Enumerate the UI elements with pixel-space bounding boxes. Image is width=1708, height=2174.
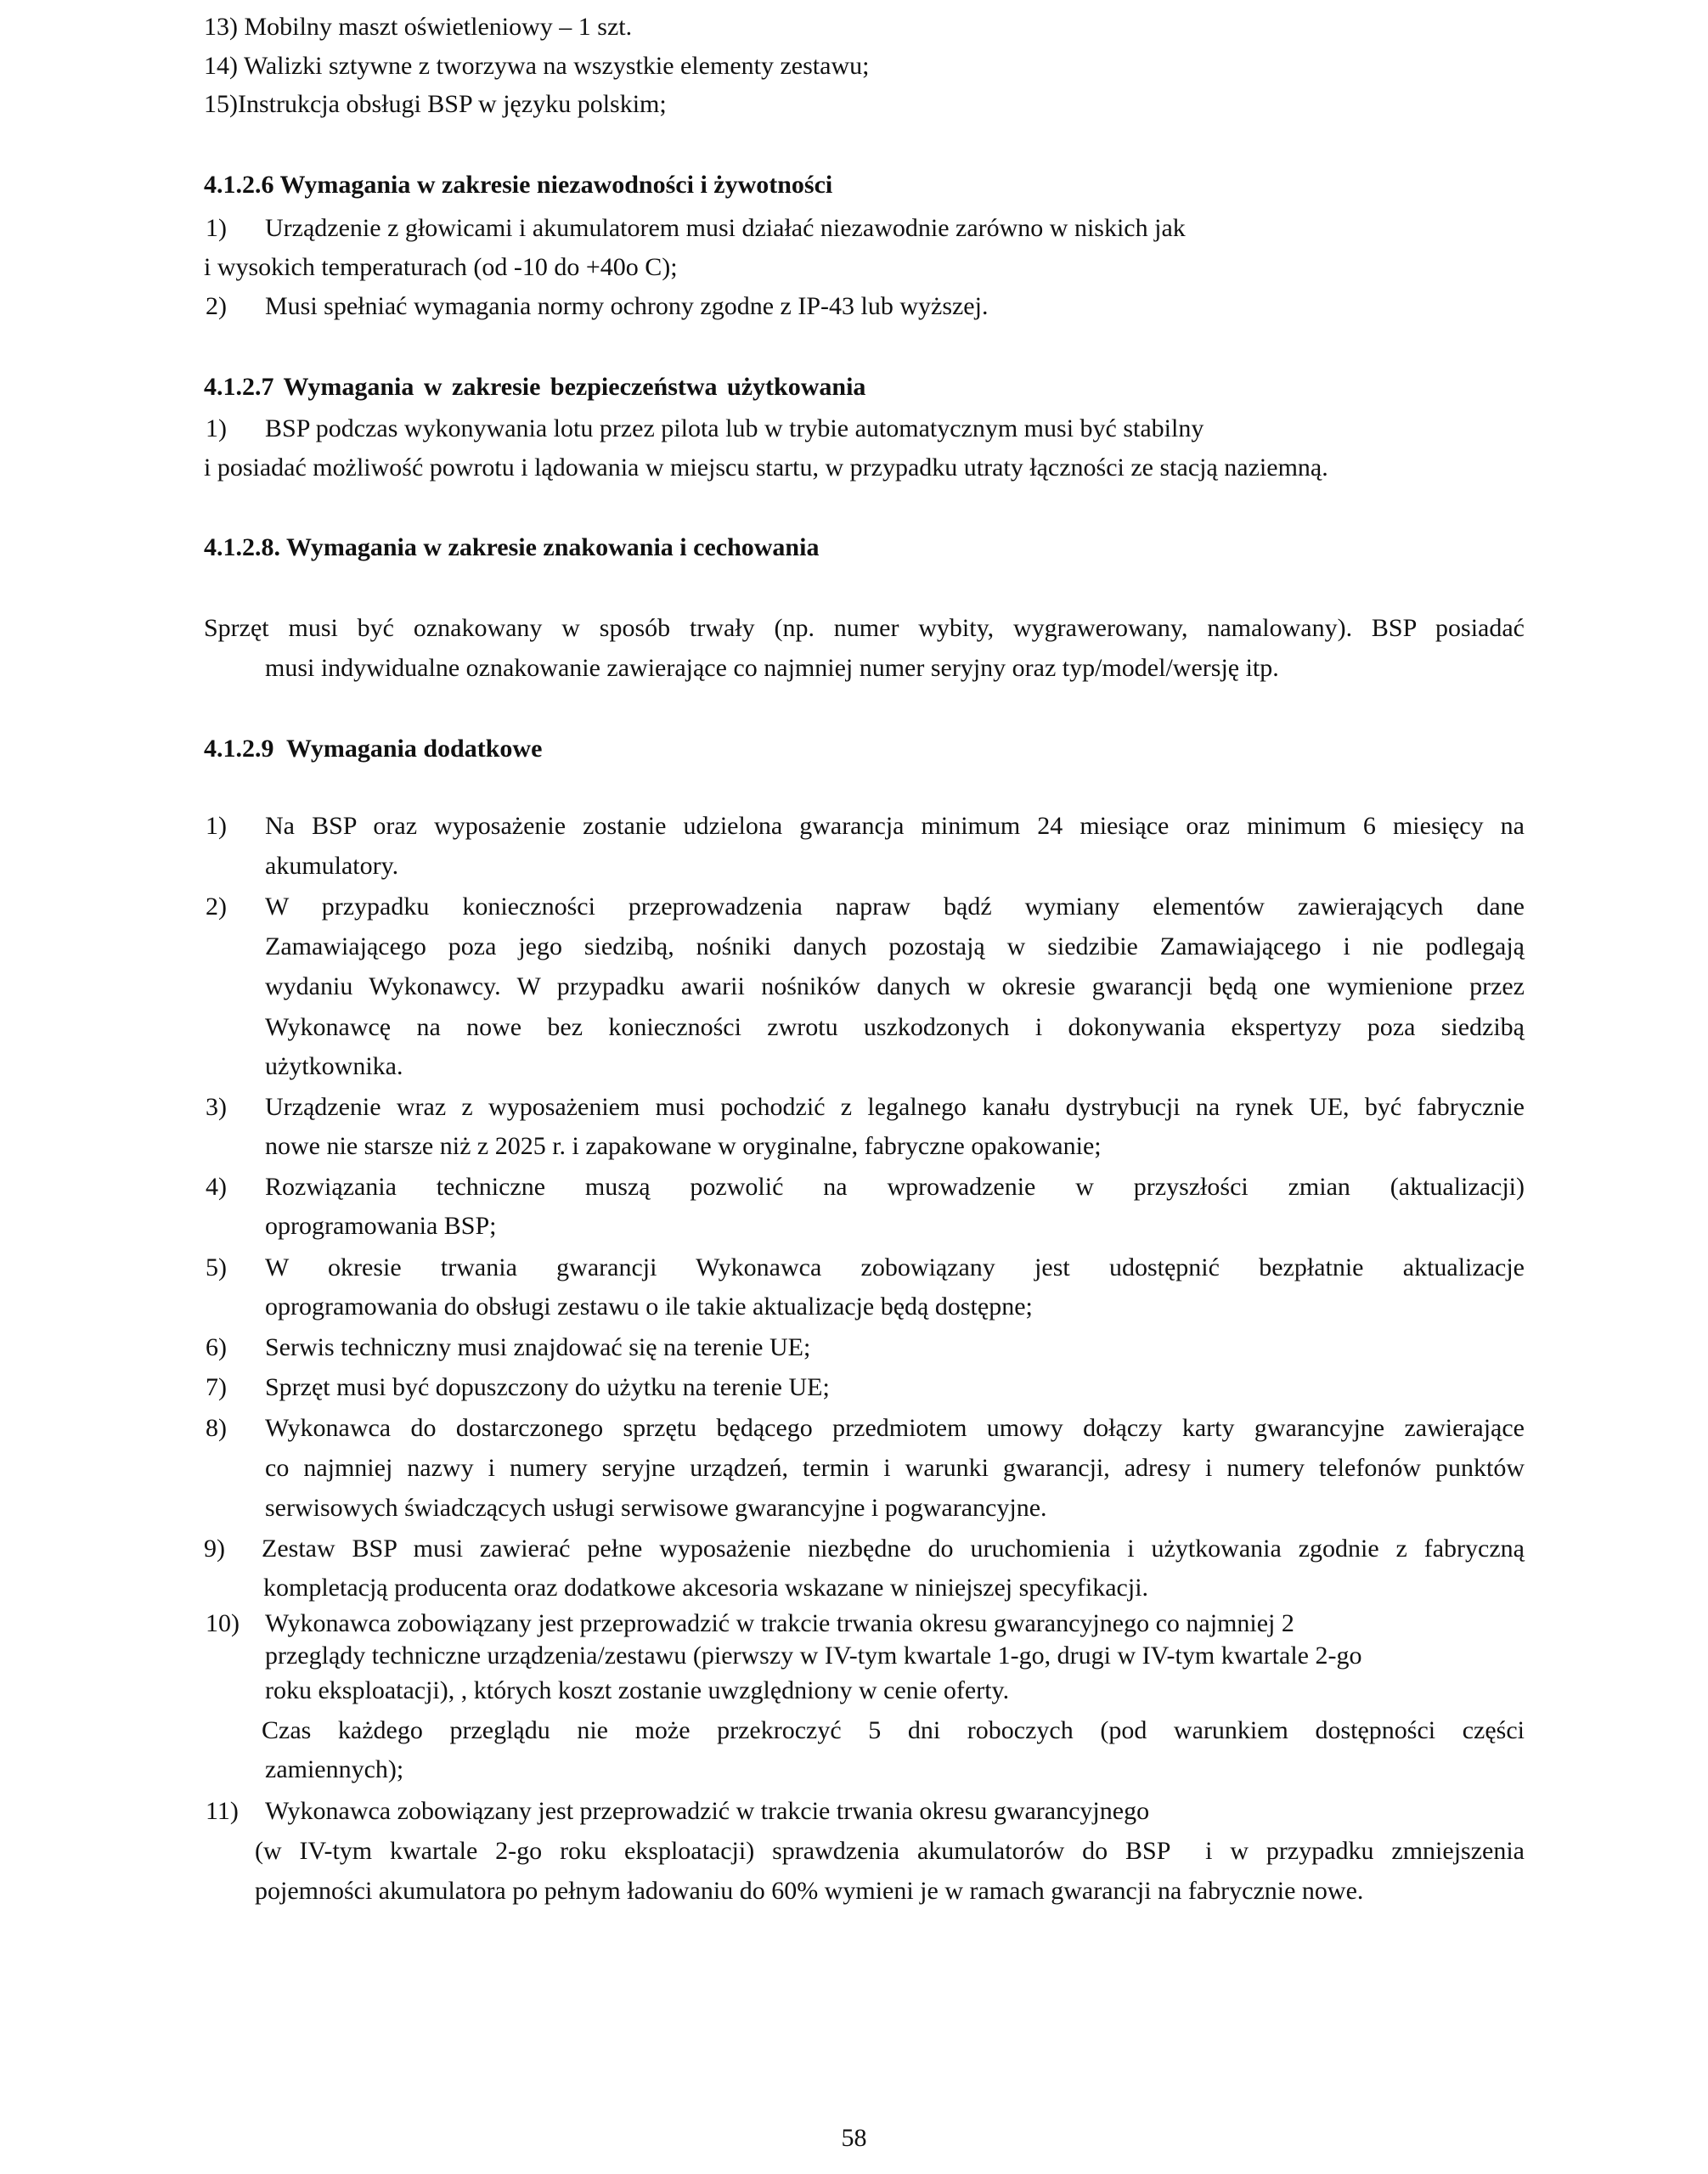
list-item-text: Wykonawca zobowiązany jest przeprowadzić w trakcie trwania okresu gwarancyjnego co najmniej 2 [265, 1609, 1294, 1637]
list-item-text: pojemności akumulatora po pełnym ładowaniu do 60% wymieni je w ramach gwarancji na fabrycznie nowe. [255, 1877, 1364, 1905]
list-number: 4) [206, 1173, 227, 1201]
list-item-text: Czas każdego przeglądu nie może przekroczyć 5 dni roboczych (pod warunkiem dostępności części [262, 1716, 1525, 1744]
list-item-14: 14) Walizki sztywne z tworzywa na wszystkie elementy zestawu; [204, 52, 870, 80]
list-item-text: Urządzenie wraz z wyposażeniem musi pochodzić z legalnego kanału dystrybucji na rynek UE, być fabrycznie [265, 1093, 1525, 1121]
list-item-text: Zestaw BSP musi zawierać pełne wyposażenie niezbędne do uruchomienia i użytkowania zgodnie z fabryczną [262, 1535, 1525, 1563]
section-heading-4-1-2-7: 4.1.2.7 Wymagania w zakresie bezpieczeństwa użytkowania [204, 373, 866, 401]
list-number: 8) [206, 1414, 227, 1442]
list-item-text: BSP podczas wykonywania lotu przez pilota lub w trybie automatycznym musi być stabilny [265, 414, 1204, 442]
list-item-text: Na BSP oraz wyposażenie zostanie udzielona gwarancja minimum 24 miesiące oraz minimum 6 miesięcy na [265, 812, 1525, 840]
list-item-text: Serwis techniczny musi znajdować się na terenie UE; [265, 1333, 811, 1361]
list-number: 11) [206, 1797, 239, 1825]
list-item-text: Rozwiązania techniczne muszą pozwolić na wprowadzenie w przyszłości zmian (aktualizacji) [265, 1173, 1525, 1201]
list-number: 7) [206, 1373, 227, 1401]
list-item-text: W przypadku konieczności przeprowadzenia napraw bądź wymiany elementów zawierających dane [265, 893, 1525, 921]
section-heading-4-1-2-6: 4.1.2.6 Wymagania w zakresie niezawodności i żywotności [204, 171, 833, 199]
list-item-text: Musi spełniać wymagania normy ochrony zgodne z IP-43 lub wyższej. [265, 292, 989, 320]
list-item-15: 15)Instrukcja obsługi BSP w języku polskim; [204, 90, 667, 118]
list-item-text: Zamawiającego poza jego siedzibą, nośniki danych pozostają w siedzibie Zamawiającego i nie podlegają [265, 932, 1525, 960]
list-number: 2) [206, 292, 227, 320]
list-item-text: akumulatory. [265, 852, 399, 880]
paragraph-line: Sprzęt musi być oznakowany w sposób trwały (np. numer wybity, wygrawerowany, namalowany). BSP posiadać [204, 614, 1525, 642]
list-item-text: W okresie trwania gwarancji Wykonawca zobowiązany jest udostępnić bezpłatnie aktualizacje [265, 1253, 1525, 1281]
list-item-text: Wykonawca do dostarczonego sprzętu będącego przedmiotem umowy dołączy karty gwarancyjne zawierające [265, 1414, 1525, 1442]
list-item-text: nowe nie starsze niż z 2025 r. i zapakowane w oryginalne, fabryczne opakowanie; [265, 1132, 1102, 1160]
list-item-text: zamiennych); [265, 1755, 404, 1783]
section-heading-4-1-2-9: 4.1.2.9 Wymagania dodatkowe [204, 735, 543, 763]
list-item-text: Wykonawcę na nowe bez konieczności zwrotu uszkodzonych i dokonywania ekspertyzy poza siedzibą [265, 1013, 1525, 1041]
list-item-text: wydaniu Wykonawcy. W przypadku awarii nośników danych w okresie gwarancji będą one wymienione przez [265, 972, 1525, 1000]
paragraph-line: musi indywidualne oznakowanie zawierające co najmniej numer seryjny oraz typ/model/wersję itp. [265, 654, 1279, 682]
list-number: 1) [206, 214, 227, 242]
list-item-text: Wykonawca zobowiązany jest przeprowadzić w trakcie trwania okresu gwarancyjnego [265, 1797, 1150, 1825]
list-number: 1) [206, 414, 227, 442]
list-item-text: Sprzęt musi być dopuszczony do użytku na terenie UE; [265, 1373, 830, 1401]
list-item-text: serwisowych świadczących usługi serwisowe gwarancyjne i pogwarancyjne. [265, 1494, 1047, 1522]
list-item-text: użytkownika. [265, 1052, 403, 1080]
list-item-text: (w IV-tym kwartale 2-go roku eksploatacji) sprawdzenia akumulatorów do BSP i w przypadku zmniejszenia [255, 1837, 1525, 1865]
list-item-text: kompletacją producenta oraz dodatkowe akcesoria wskazane w niniejszej specyfikacji. [263, 1574, 1149, 1602]
list-item-text: oprogramowania do obsługi zestawu o ile takie aktualizacje będą dostępne; [265, 1293, 1033, 1321]
list-item-text: i wysokich temperaturach (od -10 do +40o C); [204, 253, 678, 281]
list-item-text: przeglądy techniczne urządzenia/zestawu (pierwszy w IV-tym kwartale 1-go, drugi w IV-tym kwartale 2-go [265, 1642, 1362, 1670]
list-number: 1) [206, 812, 227, 840]
list-item-text: oprogramowania BSP; [265, 1212, 497, 1240]
list-item-13: 13) Mobilny maszt oświetleniowy – 1 szt. [204, 13, 633, 41]
page-number: 58 [841, 2124, 867, 2152]
list-number: 5) [206, 1253, 227, 1281]
section-heading-4-1-2-8: 4.1.2.8. Wymagania w zakresie znakowania i cechowania [204, 533, 820, 561]
list-number: 9) [204, 1535, 225, 1563]
list-number: 6) [206, 1333, 227, 1361]
list-item-text: i posiadać możliwość powrotu i lądowania w miejscu startu, w przypadku utraty łączności ze stacją naziemną. [204, 453, 1328, 482]
list-item-text: roku eksploatacji), , których koszt zostanie uwzględniony w cenie oferty. [265, 1676, 1010, 1704]
list-item-text: Urządzenie z głowicami i akumulatorem musi działać niezawodnie zarówno w niskich jak [265, 214, 1186, 242]
list-item-text: co najmniej nazwy i numery seryjne urządzeń, termin i warunki gwarancji, adresy i numery telefonów punktów [265, 1454, 1525, 1482]
list-number: 2) [206, 893, 227, 921]
list-number: 10) [206, 1609, 240, 1637]
list-number: 3) [206, 1093, 227, 1121]
